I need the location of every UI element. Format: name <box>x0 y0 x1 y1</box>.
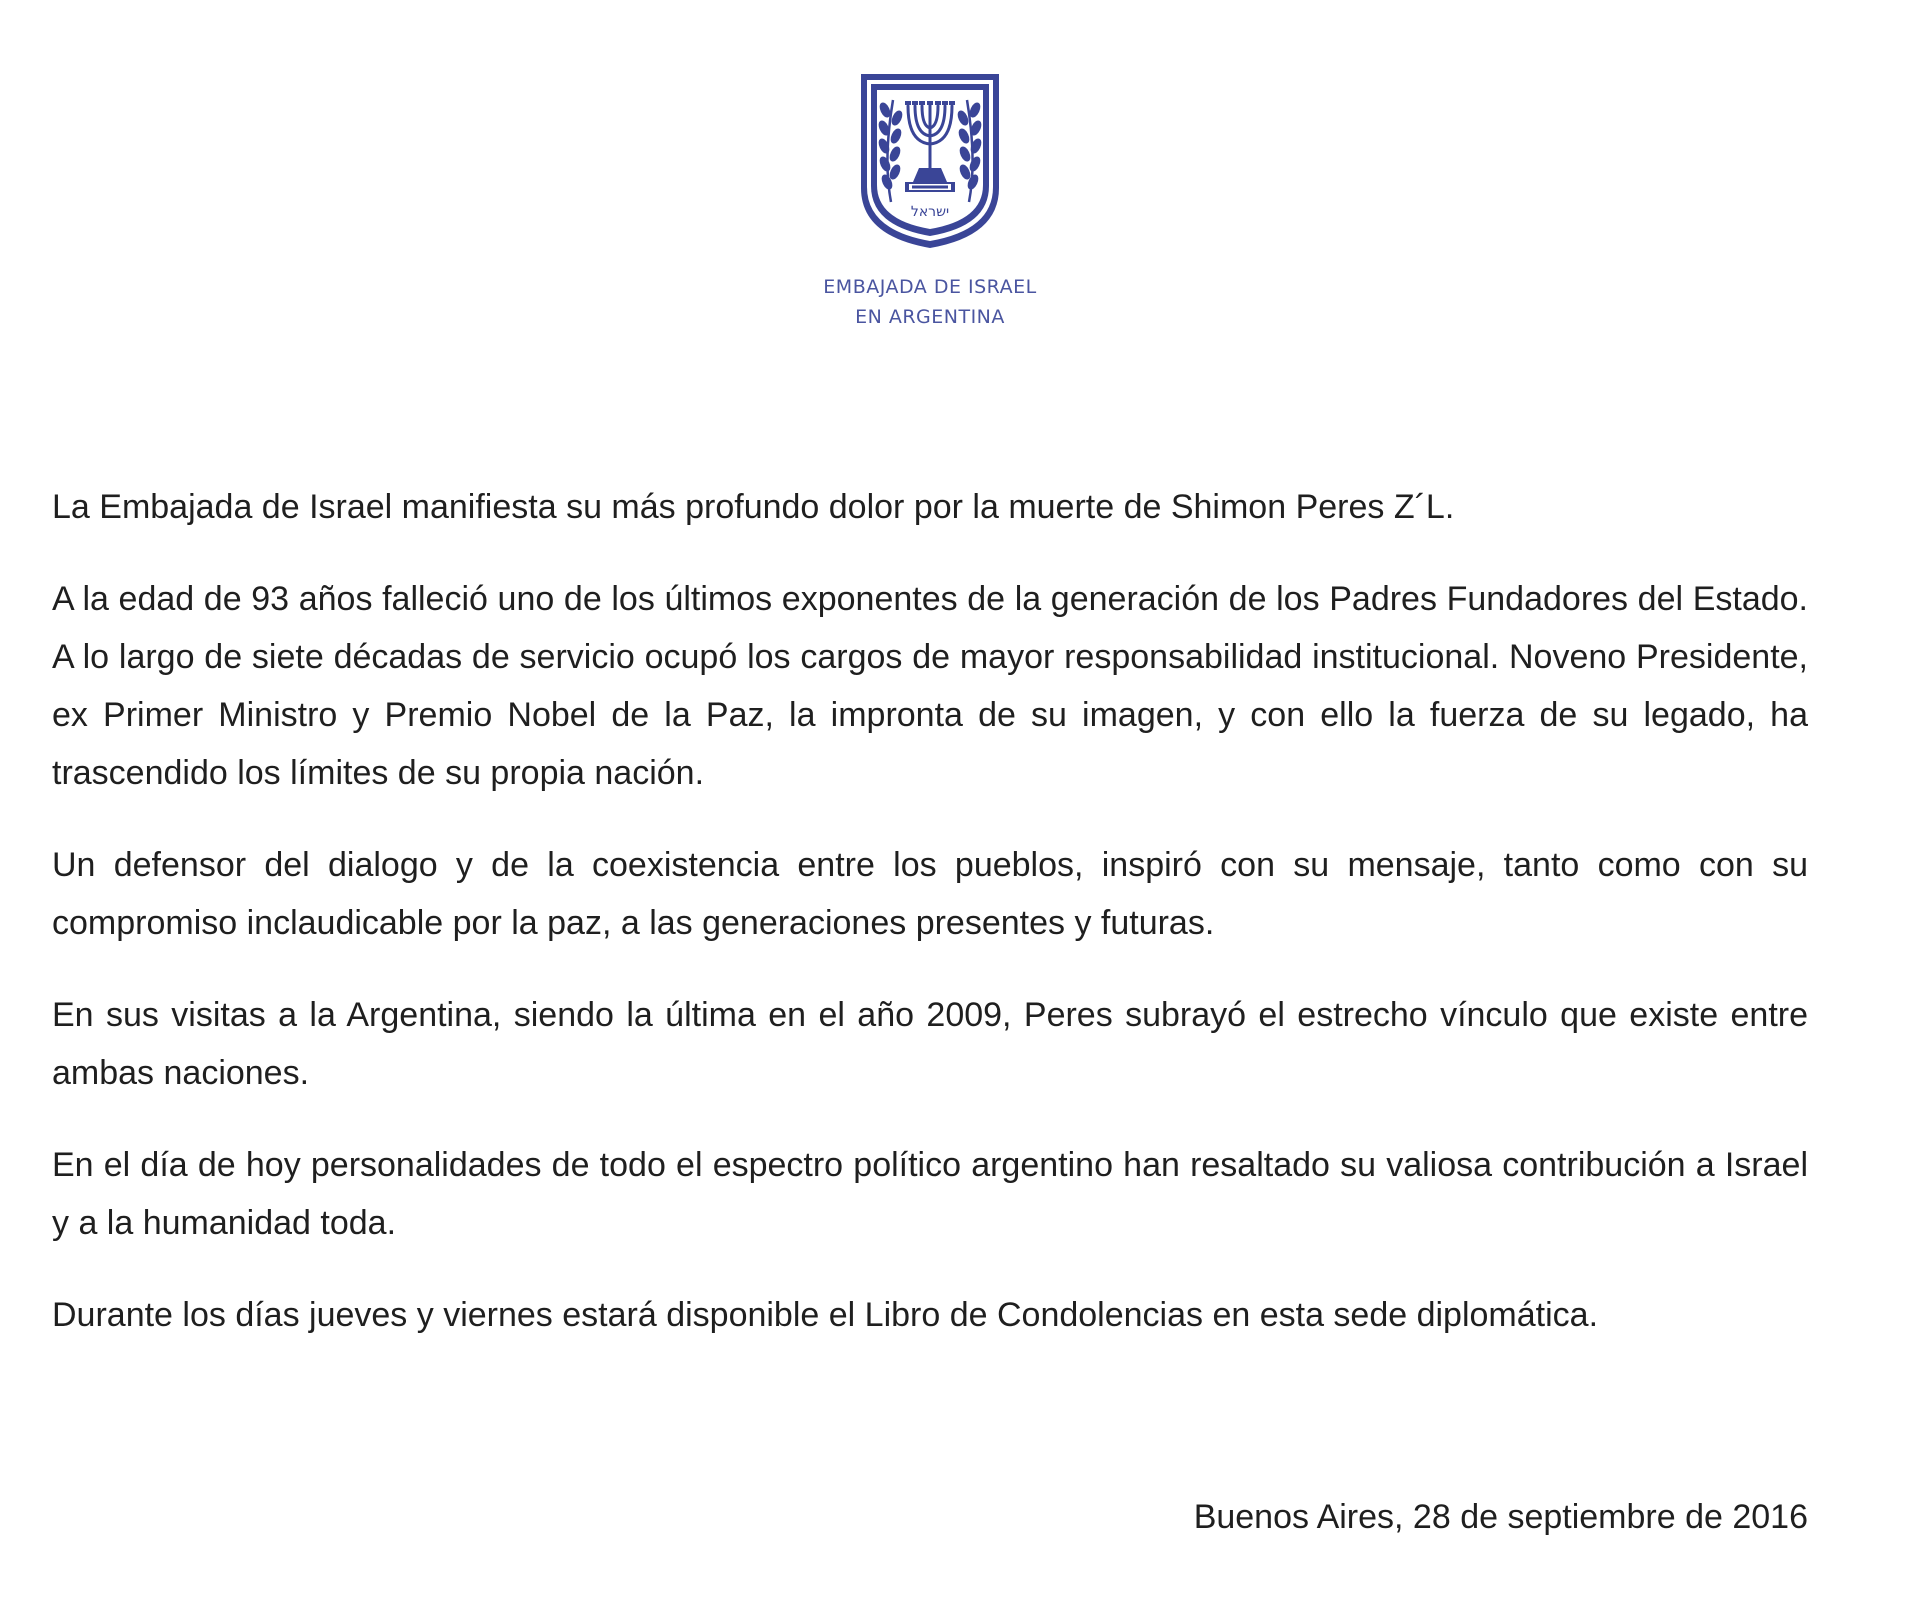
paragraph-condolence-book: Durante los días jueves y viernes estará disponible el Libro de Condolencias en esta sede diplomática. <box>52 1296 1599 1334</box>
paragraph-condolence: La Embajada de Israel manifiesta su más profundo dolor por la muerte de Shimon Peres Z´L. <box>52 488 1455 526</box>
paragraph-biography: A la edad de 93 años falleció uno de los últimos exponentes de la generación de los Padres Fundadores del Estado. A lo largo de siete décadas de servicio ocupó los cargos de mayor responsabilidad institucional. Noveno Presidente, ex Primer Ministro y Premio Nobel de la Paz, la impronta de su imagen, y con ello la fuerza de su legado, ha trascendido los límites de su propia nación. <box>52 580 1808 792</box>
emblem-inscription: ישראל <box>910 204 950 220</box>
emblem-of-israel-icon <box>857 70 1003 252</box>
paragraph-tributes: En el día de hoy personalidades de todo el espectro político argentino han resaltado su valiosa contribución a Israel y a la humanidad toda. <box>52 1146 1808 1242</box>
letterhead <box>0 70 1860 332</box>
paragraph-peace-legacy: Un defensor del dialogo y de la coexistencia entre los pueblos, inspiró con su mensaje, tanto como con su compromiso inclaudicable por la paz, a las generaciones presentes y futuras. <box>52 846 1808 942</box>
statement-body <box>52 478 1808 1378</box>
place-and-date: Buenos Aires, 28 de septiembre de 2016 <box>1193 1498 1808 1536</box>
embassy-name-line1: EMBAJADA DE ISRAEL <box>823 276 1037 298</box>
embassy-name-line2: EN ARGENTINA <box>855 306 1005 328</box>
embassy-name <box>0 272 1860 332</box>
paragraph-argentina-visits: En sus visitas a la Argentina, siendo la última en el año 2009, Peres subrayó el estrecho vínculo que existe entre ambas naciones. <box>52 996 1808 1092</box>
